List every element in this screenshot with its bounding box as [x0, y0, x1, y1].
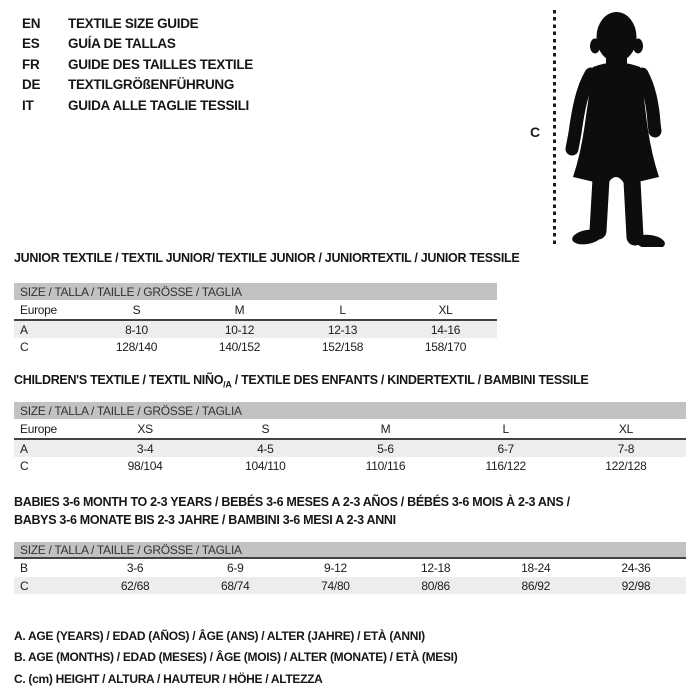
row-label: Europe [20, 421, 57, 436]
footnote-legend [14, 626, 457, 690]
babies-title-line2: BABYS 3-6 MONATE BIS 2-3 JAHRE / BAMBINI 3-6 MESI A 2-3 ANNI [14, 512, 396, 527]
table-cell: 9-12 [324, 561, 347, 575]
table-cell: S [261, 421, 270, 436]
lang-row-de [22, 75, 253, 96]
lang-row-it [22, 95, 253, 116]
babies-size-table [14, 542, 686, 594]
table-header-band: SIZE / TALLA / TAILLE / GRÖSSE / TAGLIA [14, 542, 686, 559]
table-cell: 92/98 [621, 578, 651, 593]
table-cell: 18-24 [521, 561, 551, 575]
table-cell: 80/86 [421, 578, 450, 593]
table-cell: 98/104 [127, 459, 163, 473]
table-header-band: SIZE / TALLA / TAILLE / GRÖSSE / TAGLIA [14, 283, 497, 300]
table-row [14, 419, 686, 440]
table-cell: 122/128 [605, 459, 647, 473]
table-cell: 68/74 [220, 578, 250, 593]
table-cell: 8-10 [125, 322, 148, 337]
height-measure-label: C [530, 124, 541, 140]
table-row [14, 440, 686, 457]
language-title-list [22, 13, 253, 116]
children-section-title [14, 373, 588, 390]
table-cell: 6-9 [227, 561, 244, 575]
table-cell: 14-16 [430, 322, 461, 337]
table-cell: 116/122 [485, 459, 526, 473]
baby-silhouette-icon [562, 11, 668, 247]
table-cell: 62/68 [120, 578, 150, 593]
table-cell: 6-7 [497, 441, 514, 456]
row-label: A [20, 441, 28, 456]
table-cell: 4-5 [257, 441, 274, 456]
junior-size-table [14, 283, 497, 356]
row-label: C [20, 340, 29, 354]
table-cell: 3-4 [136, 441, 154, 456]
table-cell: 158/170 [424, 340, 467, 354]
lang-code: DE [22, 77, 41, 93]
lang-label: TEXTILGRÖßENFÜHRUNG [68, 77, 235, 93]
footnote-b: B. AGE (MONTHS) / EDAD (MESES) / ÂGE (MOIS) / ALTER (MONATE) / ETÀ (MESI) [14, 650, 458, 665]
lang-code: EN [22, 15, 41, 31]
footnote-a: A. AGE (YEARS) / EDAD (AÑOS) / ÂGE (ANS) / ALTER (JAHRE) / ETÀ (ANNI) [14, 629, 425, 643]
table-header-band: SIZE / TALLA / TAILLE / GRÖSSE / TAGLIA [14, 402, 686, 419]
title-text: CHILDREN'S TEXTILE / TEXTIL NIÑO [14, 373, 224, 387]
row-label: C [20, 459, 29, 473]
lang-label: GUIDE DES TAILLES TEXTILE [68, 56, 254, 72]
table-cell: L [339, 302, 346, 317]
table-cell: M [380, 421, 391, 436]
lang-label: GUIDA ALLE TAGLIE TESSILI [68, 97, 249, 113]
table-cell: 152/158 [321, 340, 364, 354]
title-subscript: /A [223, 379, 232, 390]
lang-label: TEXTILE SIZE GUIDE [68, 15, 199, 31]
table-cell: 104/110 [245, 459, 286, 473]
table-cell: 74/80 [321, 578, 350, 593]
title-text: / TEXTILE DES ENFANTS / KINDERTEXTIL / BAMBINI TESSILE [231, 373, 589, 387]
table-cell: 10-12 [224, 322, 255, 337]
table-cell: XL [618, 421, 633, 436]
table-cell: 128/140 [115, 340, 158, 354]
table-cell: 5-6 [377, 441, 394, 456]
table-cell: 110/116 [365, 459, 406, 473]
table-cell: 86/92 [521, 578, 551, 593]
table-cell: M [234, 302, 245, 317]
lang-code: IT [22, 97, 34, 113]
table-cell: 7-8 [617, 441, 635, 456]
row-label: B [20, 561, 28, 575]
lang-row-fr [22, 54, 253, 75]
table-row [14, 559, 686, 577]
row-label: A [20, 322, 28, 337]
children-size-table [14, 402, 686, 475]
table-row [14, 300, 497, 321]
height-dotted-line [553, 10, 556, 247]
table-cell: 3-6 [126, 561, 144, 575]
babies-title-line1: BABIES 3-6 MONTH TO 2-3 YEARS / BEBÉS 3-6 MESES A 2-3 AÑOS / BÉBÉS 3-6 MOIS À 2-3 ANS / [14, 495, 570, 509]
table-cell: S [132, 302, 141, 317]
lang-row-en [22, 13, 253, 34]
babies-section-title [14, 494, 570, 529]
lang-code: ES [22, 36, 40, 52]
table-row [14, 457, 686, 475]
lang-label: GUÍA DE TALLAS [68, 36, 176, 52]
row-label: Europe [20, 302, 57, 317]
footnote-c: C. (cm) HEIGHT / ALTURA / HAUTEUR / HÖHE / ALTEZZA [14, 671, 323, 686]
table-row [14, 338, 497, 356]
table-cell: XS [137, 421, 153, 436]
lang-code: FR [22, 56, 40, 72]
junior-section-title: JUNIOR TEXTILE / TEXTIL JUNIOR/ TEXTILE JUNIOR / JUNIORTEXTIL / JUNIOR TESSILE [14, 251, 520, 265]
table-cell: 24-36 [621, 561, 651, 575]
table-cell: 140/152 [218, 340, 261, 354]
lang-row-es [22, 34, 253, 55]
table-row [14, 577, 686, 594]
table-cell: 12-13 [327, 322, 358, 337]
table-cell: XL [438, 302, 453, 317]
row-label: C [20, 578, 29, 593]
table-cell: 12-18 [421, 561, 451, 575]
table-cell: L [502, 421, 509, 436]
table-row [14, 321, 497, 338]
